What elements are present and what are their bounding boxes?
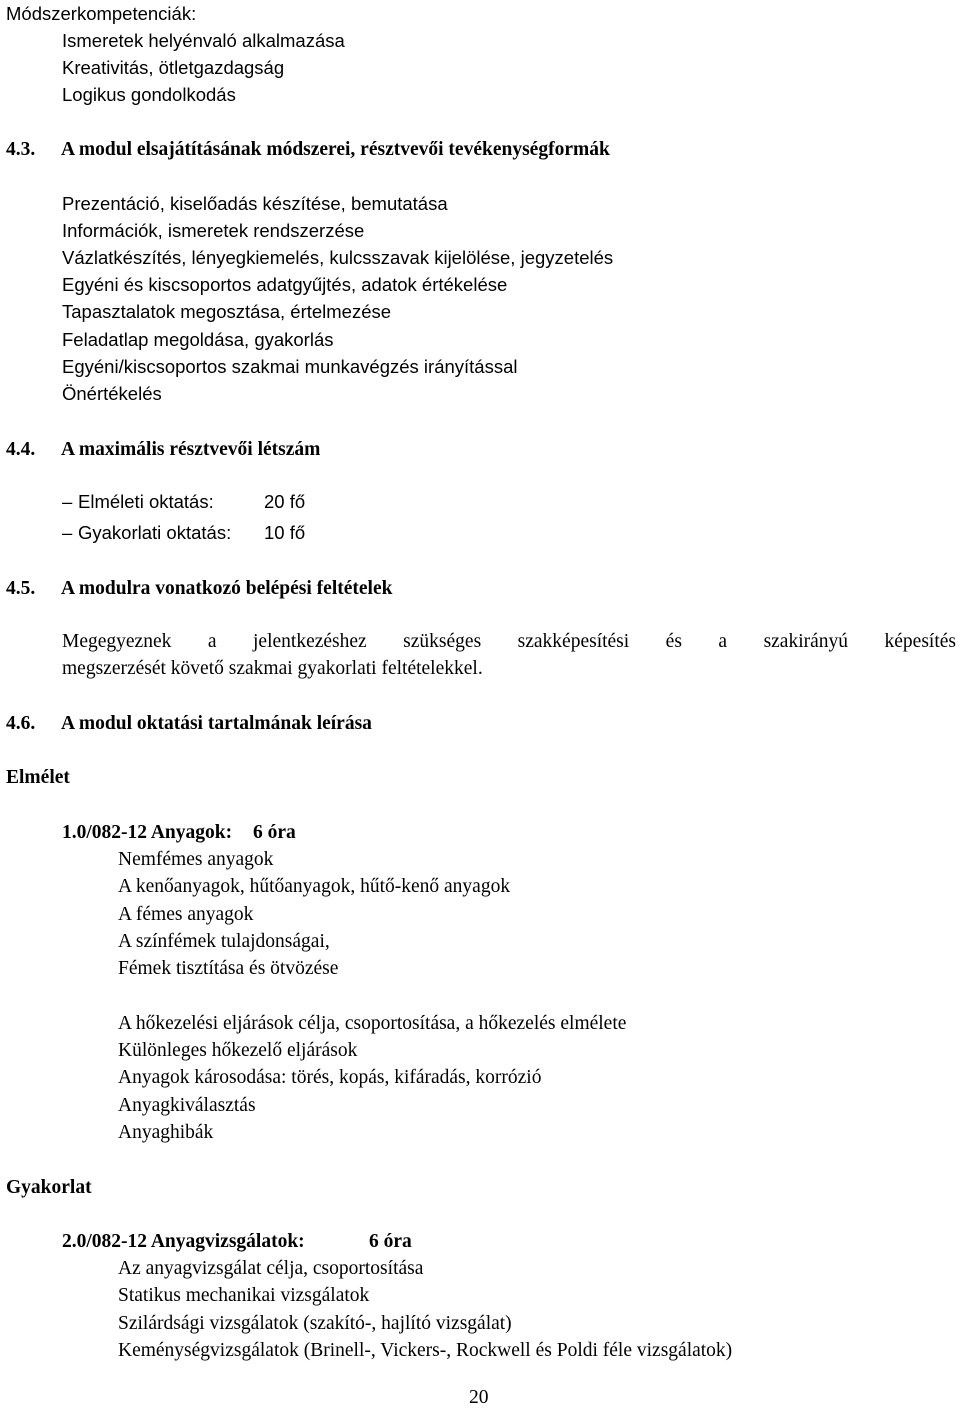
section-number: 4.4.	[6, 439, 36, 460]
section-number: 4.5.	[6, 578, 36, 599]
method-competencies-heading: Módszerkompetenciák:	[6, 3, 197, 24]
unit-hours: 6 óra	[253, 822, 296, 843]
theory-heading: Elmélet	[6, 767, 70, 788]
unit-code: 2.0/082-12 Anyagvizsgálatok:	[62, 1231, 305, 1252]
practice-heading: Gyakorlat	[6, 1177, 92, 1198]
method-item: Önértékelés	[62, 383, 162, 404]
method-item: Prezentáció, kiselőadás készítése, bemutatása	[62, 193, 448, 214]
section-title: A modul elsajátításának módszerei, résztvevői tevékenységformák	[61, 139, 610, 160]
participant-label: Elméleti oktatás:	[78, 491, 214, 512]
method-competency-item: Kreativitás, ötletgazdagság	[62, 57, 285, 78]
topic-item: Anyagok károsodása: törés, kopás, kifáradás, korrózió	[118, 1067, 542, 1088]
section-title: A maximális résztvevői létszám	[61, 439, 321, 460]
topic-item: Statikus mechanikai vizsgálatok	[118, 1285, 370, 1306]
unit-code: 1.0/082-12 Anyagok:	[62, 822, 233, 843]
participant-dash: –	[62, 522, 73, 543]
method-item: Egyéni/kiscsoportos szakmai munkavégzés irányítással	[62, 356, 518, 377]
page-number: 20	[469, 1387, 489, 1408]
topic-item: Szilárdsági vizsgálatok (szakító-, hajlító vizsgálat)	[118, 1313, 512, 1334]
participant-label: Gyakorlati oktatás:	[78, 522, 232, 543]
unit-hours: 6 óra	[369, 1231, 412, 1252]
entry-requirements-line: megszerzését követő szakmai gyakorlati feltételekkel.	[62, 658, 483, 679]
method-competency-item: Logikus gondolkodás	[62, 84, 236, 105]
section-number: 4.3.	[6, 139, 36, 160]
method-item: Feladatlap megoldása, gyakorlás	[62, 329, 334, 350]
section-title: A modul oktatási tartalmának leírása	[61, 713, 372, 734]
participant-value: 10 fő	[264, 522, 306, 543]
method-item: Információk, ismeretek rendszerzése	[62, 220, 365, 241]
topic-item: A fémes anyagok	[118, 904, 254, 925]
topic-item: Különleges hőkezelő eljárások	[118, 1040, 358, 1061]
participant-dash: –	[62, 491, 73, 512]
topic-item: Fémek tisztítása és ötvözése	[118, 958, 339, 979]
method-item: Vázlatkészítés, lényegkiemelés, kulcsszavak kijelölése, jegyzetelés	[62, 247, 614, 268]
participant-value: 20 fő	[264, 491, 306, 512]
topic-item: A kenőanyagok, hűtőanyagok, hűtő-kenő anyagok	[118, 876, 511, 897]
section-number: 4.6.	[6, 713, 36, 734]
topic-item: Az anyagvizsgálat célja, csoportosítása	[118, 1258, 424, 1279]
method-item: Tapasztalatok megosztása, értelmezése	[62, 301, 392, 322]
section-title: A modulra vonatkozó belépési feltételek	[61, 578, 393, 599]
topic-item: Anyagkiválasztás	[118, 1095, 256, 1116]
topic-item: A hőkezelési eljárások célja, csoportosítása, a hőkezelés elmélete	[118, 1013, 627, 1034]
topic-item: A színfémek tulajdonságai,	[118, 931, 330, 952]
entry-requirements-line: Megegyeznek a jelentkezéshez szükséges szakképesítési és a szakirányú képesítés	[62, 631, 956, 652]
topic-item: Nemfémes anyagok	[118, 849, 274, 870]
topic-item: Anyaghibák	[118, 1122, 214, 1143]
topic-item: Keménységvizsgálatok (Brinell-, Vickers-, Rockwell és Poldi féle vizsgálatok)	[118, 1340, 733, 1361]
method-competency-item: Ismeretek helyénvaló alkalmazása	[62, 30, 345, 51]
method-item: Egyéni és kiscsoportos adatgyűjtés, adatok értékelése	[62, 274, 508, 295]
